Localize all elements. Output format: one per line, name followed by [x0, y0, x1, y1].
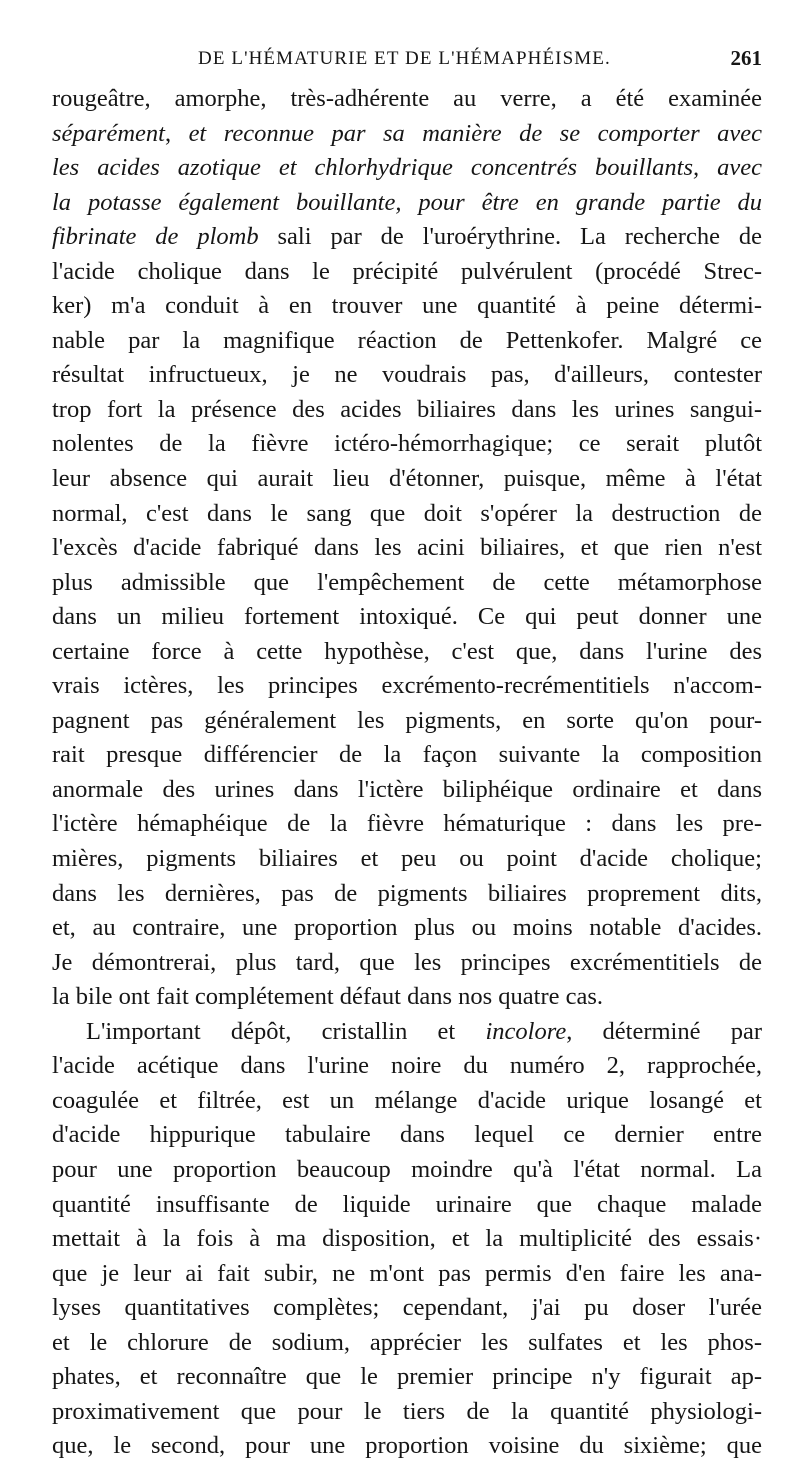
italic-text: et reconnue par sa manière de se comporter avec [188, 119, 762, 147]
text-segment: et le chlorure de sodium, apprécier les sulfates et les phos- [52, 1328, 762, 1356]
text-line [52, 427, 762, 462]
text-segment: coagulée et filtrée, est un mélange d'acide urique losangé et [52, 1086, 762, 1114]
text-segment: quantité insuffisante de liquide urinaire que chaque malade [52, 1190, 762, 1218]
text-segment: l'excès d'acide fabriqué dans les acini biliaires, et que rien n'est [52, 534, 762, 562]
text-segment: l'acide cholique dans le précipité pulvérulent (procédé Strec- [52, 257, 762, 285]
text-line [52, 186, 762, 221]
text-segment: L'important dépôt, cristallin et [86, 1017, 486, 1045]
text-segment: d'acide hippurique tabulaire dans lequel ce dernier entre [52, 1121, 762, 1149]
text-line [52, 669, 762, 704]
text-line [52, 1015, 762, 1050]
text-segment: mières, pigments biliaires et peu ou point d'acide cholique; [52, 845, 762, 873]
text-line [52, 1188, 762, 1223]
text-segment: rait presque différencier de la façon suivante la composition [52, 741, 762, 769]
text-segment: leur absence qui aurait lieu d'étonner, puisque, même à l'état [52, 465, 762, 493]
text-segment: que, le second, pour une proportion voisine du sixième; que [52, 1432, 762, 1460]
text-line [52, 946, 762, 981]
text-line [52, 255, 762, 290]
text-segment: sali par de l'uroérythrine. La recherche de [258, 223, 762, 251]
text-line [52, 497, 762, 532]
text-segment: ker) m'a conduit à en trouver une quantité à peine détermi- [52, 292, 762, 320]
text-line [52, 358, 762, 393]
italic-text: les acides azotique et chlorhydrique concentrés bouillants, avec [52, 154, 762, 182]
text-line [52, 1049, 762, 1084]
text-line [52, 1153, 762, 1188]
text-segment: proximativement que pour le tiers de la quantité physiologi- [52, 1397, 762, 1425]
text-segment: dans un milieu fortement intoxiqué. Ce qui peut donner une [52, 603, 762, 631]
text-line [52, 289, 762, 324]
text-segment: vrais ictères, les principes excrémento-recrémentitiels n'accom- [52, 672, 762, 700]
text-segment: Je démontrerai, plus tard, que les principes excrémentitiels de [52, 948, 762, 976]
italic-text: fibrinate de plomb [52, 223, 259, 251]
text-segment: plus admissible que l'empêchement de cette métamorphose [52, 568, 762, 596]
text-line [52, 704, 762, 739]
text-segment: certaine force à cette hypothèse, c'est que, dans l'urine des [52, 637, 762, 665]
text-segment: et, au contraire, une proportion plus ou moins notable d'acides. [52, 914, 762, 942]
text-segment: anormale des urines dans l'ictère biliphéique ordinaire et dans [52, 775, 762, 803]
text-line [52, 842, 762, 877]
text-segment: pagnent pas généralement les pigments, en sorte qu'on pour- [52, 706, 762, 734]
text-line [52, 635, 762, 670]
text-segment: trop fort la présence des acides biliaires dans les urines sangui- [52, 395, 762, 423]
text-line [52, 1395, 762, 1430]
text-line [52, 393, 762, 428]
text-line [52, 1360, 762, 1395]
text-segment: que je leur ai fait subir, ne m'ont pas permis d'en faire les ana- [52, 1259, 762, 1287]
text-line [52, 1291, 762, 1326]
text-segment: résultat infructueux, je ne voudrais pas, d'ailleurs, contester [52, 361, 762, 389]
text-line [52, 600, 762, 635]
text-line [52, 1429, 762, 1464]
text-line [52, 117, 762, 152]
italic-text: incolore [485, 1017, 567, 1045]
text-segment: pour une proportion beaucoup moindre qu'à l'état normal. La [52, 1155, 762, 1183]
text-segment: , déterminé par [566, 1017, 762, 1045]
text-segment: rougeâtre, amorphe, très-adhérente au verre, a été examinée [52, 85, 762, 112]
text-segment: , [164, 119, 189, 147]
text-segment: la bile ont fait complétement défaut dans nos quatre cas. [52, 983, 604, 1011]
text-line [52, 1222, 762, 1257]
text-line [52, 1257, 762, 1292]
text-segment: l'ictère hémaphéique de la fièvre hématurique : dans les pre- [52, 810, 762, 838]
text-line [52, 82, 762, 117]
text-line [52, 773, 762, 808]
text-line [52, 151, 762, 186]
text-line [52, 738, 762, 773]
text-line [52, 324, 762, 359]
body-text [52, 82, 762, 1464]
text-segment: nolentes de la fièvre ictéro-hémorrhagique; ce serait plutôt [52, 430, 762, 458]
text-segment: lyses quantitatives complètes; cependant, j'ai pu doser l'urée [52, 1294, 762, 1322]
text-line [52, 1326, 762, 1361]
text-line [52, 980, 762, 1015]
italic-text: séparément [52, 119, 165, 147]
running-head [52, 44, 770, 76]
page-number: 261 [730, 46, 762, 70]
text-line [52, 807, 762, 842]
text-line [52, 877, 762, 912]
text-segment: nable par la magnifique réaction de Pettenkofer. Malgré ce [52, 326, 762, 354]
text-line [52, 1118, 762, 1153]
text-segment: mettait à la fois à ma disposition, et la multiplicité des essais· [52, 1225, 762, 1253]
text-segment: dans les dernières, pas de pigments biliaires proprement dits, [52, 879, 762, 907]
text-line [52, 566, 762, 601]
text-line [52, 1084, 762, 1119]
text-line [52, 911, 762, 946]
text-line [52, 462, 762, 497]
text-segment: phates, et reconnaître que le premier principe n'y figurait ap- [52, 1363, 762, 1391]
text-segment: normal, c'est dans le sang que doit s'opérer la destruction de [52, 499, 762, 527]
running-title: DE L'HÉMATURIE ET DE L'HÉMAPHÉISME. [198, 48, 611, 69]
text-line [52, 531, 762, 566]
text-line [52, 220, 762, 255]
text-segment: l'acide acétique dans l'urine noire du numéro 2, rapprochée, [52, 1052, 762, 1080]
italic-text: la potasse également bouillante, pour être en grande partie du [52, 188, 762, 216]
